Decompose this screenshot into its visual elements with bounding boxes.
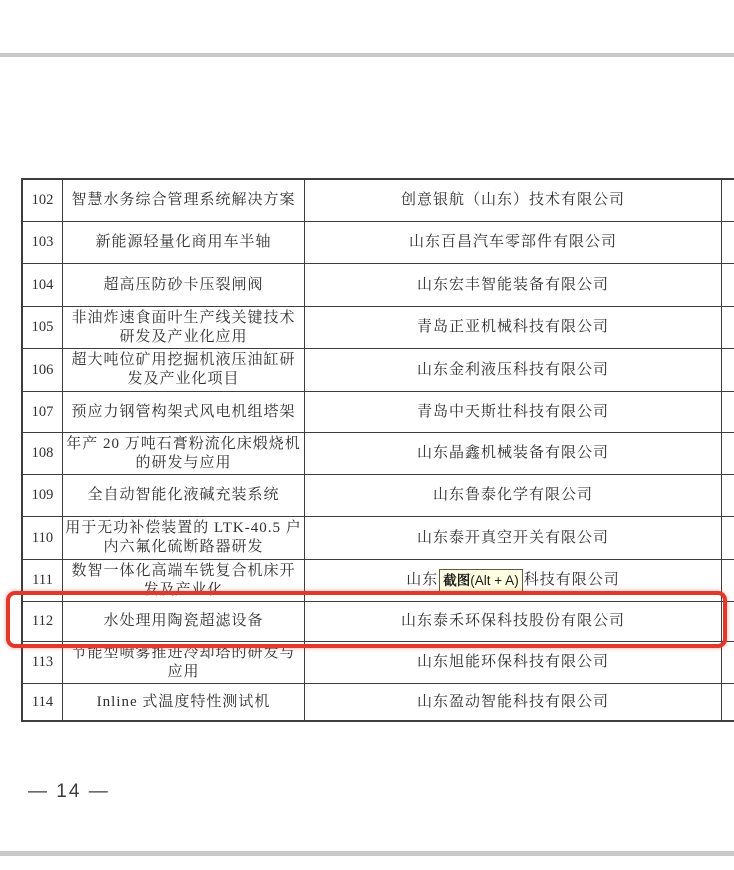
- bottom-divider: [0, 851, 734, 856]
- project-name-cell: 年产 20 万吨石膏粉流化床煅烧机的研发与应用: [63, 433, 305, 474]
- table-row: [23, 392, 734, 433]
- project-name-cell: 全自动智能化液碱充装系统: [63, 475, 305, 516]
- company-name-cell: 山东盈动智能科技有限公司: [305, 684, 722, 720]
- screenshot-tooltip: 截图(Alt + A): [439, 569, 522, 592]
- project-name-cell: 水处理用陶瓷超滤设备: [63, 602, 305, 641]
- company-name-cell: 山东泰禾环保科技股份有限公司: [305, 602, 722, 641]
- row-number-cell: 105: [23, 307, 63, 348]
- row-number-cell: 102: [23, 180, 63, 221]
- clipped-column-cell: [722, 349, 734, 391]
- row-number-cell: 111: [23, 560, 63, 601]
- clipped-column-cell: [722, 307, 734, 348]
- row-number-cell: 103: [23, 222, 63, 263]
- clipped-column-cell: [722, 560, 734, 601]
- company-name-cell: 山东晶鑫机械装备有限公司: [305, 433, 722, 474]
- row-number-cell: 107: [23, 392, 63, 432]
- clipped-column-cell: [722, 602, 734, 641]
- table-row: [23, 642, 734, 684]
- clipped-column-cell: [722, 684, 734, 720]
- row-number-cell: 104: [23, 264, 63, 306]
- company-name-cell: 山东宏丰智能装备有限公司: [305, 264, 722, 306]
- clipped-column-cell: [722, 180, 734, 221]
- table-row: [23, 180, 734, 222]
- project-name-cell: Inline 式温度特性测试机: [63, 684, 305, 720]
- table-row: [23, 602, 734, 642]
- company-name-cell: 青岛中天斯壮科技有限公司: [305, 392, 722, 432]
- project-name-cell: 节能型喷雾推进冷却塔的研发与应用: [63, 642, 305, 683]
- top-divider: [0, 53, 734, 57]
- row-number-cell: 114: [23, 684, 63, 720]
- projects-table: [21, 178, 734, 722]
- company-name-cell: [305, 560, 722, 601]
- row-number-cell: 112: [23, 602, 63, 641]
- row-number-cell: 106: [23, 349, 63, 391]
- clipped-column-cell: [722, 642, 734, 683]
- project-name-cell: 数智一体化高端车铣复合机床开发及产业化: [63, 560, 305, 601]
- row-number-cell: 110: [23, 517, 63, 559]
- table-row: [23, 264, 734, 307]
- company-name-prefix: 山东: [406, 572, 439, 588]
- table-row: [23, 222, 734, 264]
- table-row: [23, 349, 734, 392]
- clipped-column-cell: [722, 264, 734, 306]
- clipped-column-cell: [722, 433, 734, 474]
- table-row: [23, 475, 734, 517]
- company-name-cell: 青岛正亚机械科技有限公司: [305, 307, 722, 348]
- row-number-cell: 108: [23, 433, 63, 474]
- company-name-suffix: 科技有限公司: [523, 572, 620, 588]
- table-row: [23, 307, 734, 349]
- project-name-cell: 预应力钢管构架式风电机组塔架: [63, 392, 305, 432]
- clipped-column-cell: [722, 222, 734, 263]
- row-number-cell: 113: [23, 642, 63, 683]
- project-name-cell: 新能源轻量化商用车半轴: [63, 222, 305, 263]
- company-name-cell: 山东金利液压科技有限公司: [305, 349, 722, 391]
- project-name-cell: 超高压防砂卡压裂闸阀: [63, 264, 305, 306]
- company-name-cell: 山东鲁泰化学有限公司: [305, 475, 722, 516]
- table-row: [23, 433, 734, 475]
- clipped-column-cell: [722, 392, 734, 432]
- project-name-cell: 非油炸速食面叶生产线关键技术研发及产业化应用: [63, 307, 305, 348]
- project-name-cell: 用于无功补偿装置的 LTK-40.5 户内六氟化硫断路器研发: [63, 517, 305, 559]
- clipped-column-cell: [722, 517, 734, 559]
- company-name-cell: 山东泰开真空开关有限公司: [305, 517, 722, 559]
- table-row: [23, 684, 734, 720]
- screenshot-tooltip-label: 截图: [443, 573, 471, 588]
- company-name-cell: 山东百昌汽车零部件有限公司: [305, 222, 722, 263]
- table-row: [23, 560, 734, 602]
- page-number: — 14 —: [28, 781, 110, 802]
- table-row: [23, 517, 734, 560]
- row-number-cell: 109: [23, 475, 63, 516]
- project-name-cell: 超大吨位矿用挖掘机液压油缸研发及产业化项目: [63, 349, 305, 391]
- company-name-cell: 山东旭能环保科技有限公司: [305, 642, 722, 683]
- company-name-cell: 创意银航（山东）技术有限公司: [305, 180, 722, 221]
- project-name-cell: 智慧水务综合管理系统解决方案: [63, 180, 305, 221]
- clipped-column-cell: [722, 475, 734, 516]
